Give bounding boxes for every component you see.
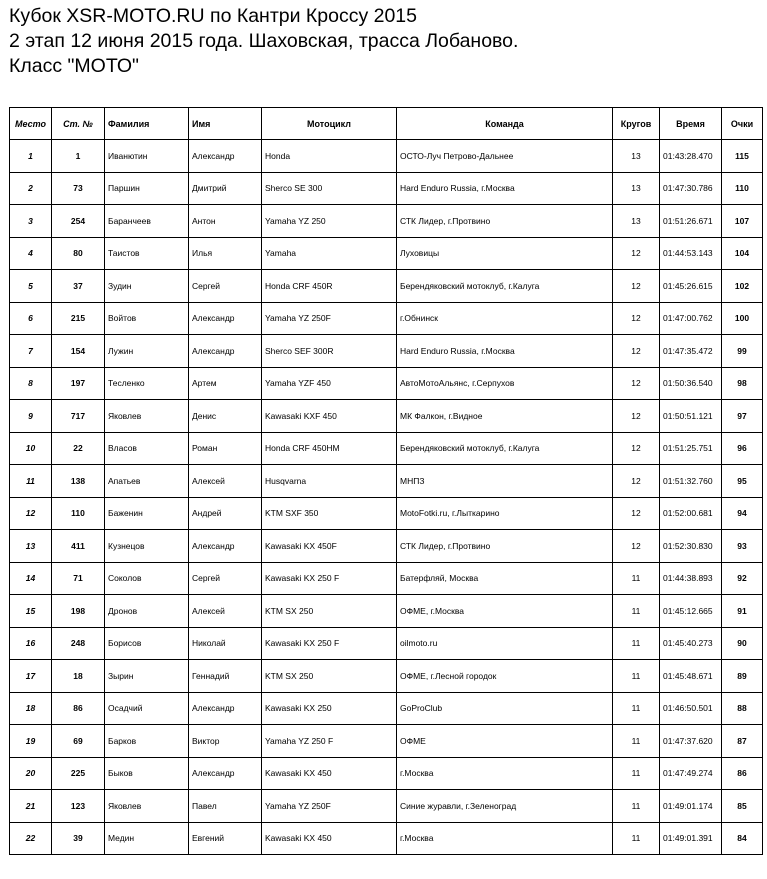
cell-time: 01:45:12.665: [660, 595, 722, 628]
cell-number: 1: [52, 140, 105, 173]
cell-points: 99: [722, 335, 763, 368]
cell-points: 104: [722, 237, 763, 270]
cell-surname: Баранчеев: [105, 205, 189, 238]
table-row: [10, 432, 763, 465]
cell-place: 17: [10, 660, 52, 693]
cell-points: 84: [722, 822, 763, 855]
table-row: [10, 400, 763, 433]
cell-team: СТК Лидер, г.Протвино: [397, 530, 613, 563]
heading-line-cup: Кубок XSR-MOTO.RU по Кантри Кроссу 2015: [9, 5, 417, 27]
header-team: Команда: [397, 108, 613, 140]
table-row: [10, 237, 763, 270]
cell-team: Hard Enduro Russia, г.Москва: [397, 335, 613, 368]
cell-number: 110: [52, 497, 105, 530]
cell-place: 13: [10, 530, 52, 563]
cell-time: 01:47:37.620: [660, 725, 722, 758]
cell-name: Сергей: [189, 270, 262, 303]
cell-place: 22: [10, 822, 52, 855]
cell-surname: Зырин: [105, 660, 189, 693]
cell-surname: Яковлев: [105, 400, 189, 433]
cell-number: 254: [52, 205, 105, 238]
cell-surname: Медин: [105, 822, 189, 855]
cell-place: 9: [10, 400, 52, 433]
cell-bike: Husqvarna: [262, 465, 397, 498]
table-row: [10, 140, 763, 173]
cell-team: ОФМЕ, г.Москва: [397, 595, 613, 628]
cell-laps: 12: [613, 270, 660, 303]
cell-laps: 13: [613, 205, 660, 238]
cell-name: Андрей: [189, 497, 262, 530]
cell-name: Сергей: [189, 562, 262, 595]
cell-time: 01:45:40.273: [660, 627, 722, 660]
cell-bike: Honda CRF 450R: [262, 270, 397, 303]
cell-laps: 12: [613, 465, 660, 498]
cell-time: 01:47:49.274: [660, 757, 722, 790]
cell-number: 73: [52, 172, 105, 205]
cell-name: Александр: [189, 140, 262, 173]
cell-points: 97: [722, 400, 763, 433]
cell-points: 115: [722, 140, 763, 173]
header-number: Ст. №: [52, 108, 105, 140]
cell-name: Александр: [189, 692, 262, 725]
cell-surname: Дронов: [105, 595, 189, 628]
cell-team: Синие журавли, г.Зеленоград: [397, 790, 613, 823]
header-bike: Мотоцикл: [262, 108, 397, 140]
cell-name: Николай: [189, 627, 262, 660]
cell-name: Антон: [189, 205, 262, 238]
table-row: [10, 725, 763, 758]
cell-number: 197: [52, 367, 105, 400]
cell-surname: Таистов: [105, 237, 189, 270]
cell-bike: KTM SXF 350: [262, 497, 397, 530]
cell-number: 39: [52, 822, 105, 855]
cell-points: 96: [722, 432, 763, 465]
cell-name: Дмитрий: [189, 172, 262, 205]
cell-bike: KTM SX 250: [262, 660, 397, 693]
cell-bike: KTM SX 250: [262, 595, 397, 628]
cell-points: 95: [722, 465, 763, 498]
cell-laps: 12: [613, 302, 660, 335]
cell-number: 225: [52, 757, 105, 790]
cell-time: 01:45:26.615: [660, 270, 722, 303]
cell-time: 01:44:53.143: [660, 237, 722, 270]
cell-time: 01:44:38.893: [660, 562, 722, 595]
cell-time: 01:52:30.830: [660, 530, 722, 563]
table-row: [10, 692, 763, 725]
cell-surname: Тесленко: [105, 367, 189, 400]
cell-number: 37: [52, 270, 105, 303]
cell-team: MotoFotki.ru, г.Лыткарино: [397, 497, 613, 530]
cell-place: 11: [10, 465, 52, 498]
cell-points: 89: [722, 660, 763, 693]
cell-laps: 12: [613, 367, 660, 400]
cell-points: 91: [722, 595, 763, 628]
cell-laps: 13: [613, 172, 660, 205]
cell-surname: Апатьев: [105, 465, 189, 498]
table-header: [10, 108, 763, 140]
cell-bike: Honda: [262, 140, 397, 173]
table-row: [10, 822, 763, 855]
cell-time: 01:51:32.760: [660, 465, 722, 498]
cell-place: 15: [10, 595, 52, 628]
cell-laps: 12: [613, 497, 660, 530]
cell-team: СТК Лидер, г.Протвино: [397, 205, 613, 238]
cell-place: 1: [10, 140, 52, 173]
cell-team: GoProClub: [397, 692, 613, 725]
cell-bike: Yamaha YZF 450: [262, 367, 397, 400]
cell-place: 18: [10, 692, 52, 725]
cell-number: 71: [52, 562, 105, 595]
cell-surname: Иванютин: [105, 140, 189, 173]
cell-points: 94: [722, 497, 763, 530]
results-table: [9, 107, 763, 855]
cell-laps: 11: [613, 595, 660, 628]
table-row: [10, 205, 763, 238]
cell-number: 22: [52, 432, 105, 465]
heading-line-stage: 2 этап 12 июня 2015 года. Шаховская, трасса Лобаново.: [9, 30, 519, 52]
cell-surname: Кузнецов: [105, 530, 189, 563]
header-surname: Фамилия: [105, 108, 189, 140]
cell-team: ОФМЕ: [397, 725, 613, 758]
cell-name: Алексей: [189, 595, 262, 628]
cell-time: 01:51:26.671: [660, 205, 722, 238]
cell-laps: 12: [613, 237, 660, 270]
cell-time: 01:47:35.472: [660, 335, 722, 368]
cell-points: 100: [722, 302, 763, 335]
cell-laps: 11: [613, 790, 660, 823]
table-row: [10, 270, 763, 303]
cell-name: Денис: [189, 400, 262, 433]
cell-surname: Осадчий: [105, 692, 189, 725]
cell-team: г.Москва: [397, 822, 613, 855]
cell-bike: Kawasaki KX 450: [262, 757, 397, 790]
cell-surname: Яковлев: [105, 790, 189, 823]
cell-laps: 12: [613, 400, 660, 433]
table-row: [10, 757, 763, 790]
cell-laps: 11: [613, 562, 660, 595]
cell-surname: Барков: [105, 725, 189, 758]
cell-place: 19: [10, 725, 52, 758]
cell-time: 01:51:25.751: [660, 432, 722, 465]
table-row: [10, 497, 763, 530]
header-points: Очки: [722, 108, 763, 140]
cell-team: Hard Enduro Russia, г.Москва: [397, 172, 613, 205]
cell-bike: Kawasaki KX 250 F: [262, 562, 397, 595]
cell-time: 01:43:28.470: [660, 140, 722, 173]
cell-bike: Kawasaki KX 250 F: [262, 627, 397, 660]
header-row: [10, 108, 763, 140]
header-place: Место: [10, 108, 52, 140]
heading-line-class: Класс "МОТО": [9, 55, 139, 77]
cell-points: 93: [722, 530, 763, 563]
cell-laps: 11: [613, 822, 660, 855]
cell-place: 7: [10, 335, 52, 368]
cell-number: 80: [52, 237, 105, 270]
cell-laps: 11: [613, 757, 660, 790]
cell-surname: Власов: [105, 432, 189, 465]
cell-place: 3: [10, 205, 52, 238]
cell-number: 215: [52, 302, 105, 335]
cell-team: Берендяковский мотоклуб, г.Калуга: [397, 270, 613, 303]
cell-points: 88: [722, 692, 763, 725]
cell-points: 92: [722, 562, 763, 595]
table-row: [10, 660, 763, 693]
cell-name: Александр: [189, 335, 262, 368]
document-heading: [9, 4, 518, 79]
cell-time: 01:50:36.540: [660, 367, 722, 400]
cell-team: г.Москва: [397, 757, 613, 790]
cell-bike: Honda CRF 450HM: [262, 432, 397, 465]
cell-name: Геннадий: [189, 660, 262, 693]
table-row: [10, 335, 763, 368]
cell-points: 102: [722, 270, 763, 303]
table-row: [10, 302, 763, 335]
cell-place: 14: [10, 562, 52, 595]
cell-laps: 12: [613, 432, 660, 465]
cell-team: МК Фалкон, г.Видное: [397, 400, 613, 433]
cell-place: 5: [10, 270, 52, 303]
cell-number: 248: [52, 627, 105, 660]
cell-surname: Зудин: [105, 270, 189, 303]
header-name: Имя: [189, 108, 262, 140]
cell-name: Евгений: [189, 822, 262, 855]
table-row: [10, 367, 763, 400]
cell-name: Александр: [189, 302, 262, 335]
table-row: [10, 465, 763, 498]
cell-time: 01:49:01.174: [660, 790, 722, 823]
cell-place: 2: [10, 172, 52, 205]
cell-laps: 12: [613, 530, 660, 563]
cell-points: 87: [722, 725, 763, 758]
table-body: [10, 140, 763, 855]
cell-bike: Kawasaki KX 450F: [262, 530, 397, 563]
cell-team: oilmoto.ru: [397, 627, 613, 660]
cell-points: 86: [722, 757, 763, 790]
cell-name: Павел: [189, 790, 262, 823]
cell-place: 8: [10, 367, 52, 400]
cell-surname: Быков: [105, 757, 189, 790]
cell-name: Алексей: [189, 465, 262, 498]
table-row: [10, 172, 763, 205]
cell-team: Батерфляй, Москва: [397, 562, 613, 595]
cell-number: 154: [52, 335, 105, 368]
cell-points: 107: [722, 205, 763, 238]
cell-laps: 11: [613, 725, 660, 758]
cell-name: Роман: [189, 432, 262, 465]
cell-number: 411: [52, 530, 105, 563]
cell-place: 6: [10, 302, 52, 335]
cell-time: 01:50:51.121: [660, 400, 722, 433]
cell-bike: Kawasaki KX 250: [262, 692, 397, 725]
cell-bike: Sherco SEF 300R: [262, 335, 397, 368]
cell-name: Виктор: [189, 725, 262, 758]
cell-points: 85: [722, 790, 763, 823]
cell-place: 4: [10, 237, 52, 270]
cell-number: 717: [52, 400, 105, 433]
cell-place: 12: [10, 497, 52, 530]
cell-laps: 11: [613, 660, 660, 693]
cell-number: 18: [52, 660, 105, 693]
cell-team: г.Обнинск: [397, 302, 613, 335]
cell-bike: Kawasaki KXF 450: [262, 400, 397, 433]
table-row: [10, 530, 763, 563]
header-time: Время: [660, 108, 722, 140]
cell-number: 69: [52, 725, 105, 758]
cell-bike: Yamaha: [262, 237, 397, 270]
cell-bike: Yamaha YZ 250F: [262, 790, 397, 823]
cell-name: Илья: [189, 237, 262, 270]
cell-laps: 11: [613, 627, 660, 660]
cell-surname: Соколов: [105, 562, 189, 595]
cell-team: ОФМЕ, г.Лесной городок: [397, 660, 613, 693]
cell-name: Александр: [189, 757, 262, 790]
table-row: [10, 627, 763, 660]
table-row: [10, 562, 763, 595]
cell-laps: 13: [613, 140, 660, 173]
cell-place: 16: [10, 627, 52, 660]
table-row: [10, 790, 763, 823]
cell-team: ОСТО-Луч Петрово-Дальнее: [397, 140, 613, 173]
table-row: [10, 595, 763, 628]
cell-surname: Лужин: [105, 335, 189, 368]
cell-team: Берендяковский мотоклуб, г.Калуга: [397, 432, 613, 465]
cell-name: Александр: [189, 530, 262, 563]
cell-laps: 11: [613, 692, 660, 725]
cell-number: 138: [52, 465, 105, 498]
cell-team: МНПЗ: [397, 465, 613, 498]
header-laps: Кругов: [613, 108, 660, 140]
cell-time: 01:45:48.671: [660, 660, 722, 693]
cell-points: 110: [722, 172, 763, 205]
cell-name: Артем: [189, 367, 262, 400]
cell-team: АвтоМотоАльянс, г.Серпухов: [397, 367, 613, 400]
cell-place: 10: [10, 432, 52, 465]
cell-surname: Баженин: [105, 497, 189, 530]
cell-time: 01:49:01.391: [660, 822, 722, 855]
cell-number: 198: [52, 595, 105, 628]
cell-points: 90: [722, 627, 763, 660]
cell-bike: Yamaha YZ 250: [262, 205, 397, 238]
cell-bike: Yamaha YZ 250F: [262, 302, 397, 335]
cell-time: 01:52:00.681: [660, 497, 722, 530]
cell-bike: Yamaha YZ 250 F: [262, 725, 397, 758]
cell-surname: Паршин: [105, 172, 189, 205]
cell-points: 98: [722, 367, 763, 400]
cell-number: 123: [52, 790, 105, 823]
cell-surname: Борисов: [105, 627, 189, 660]
cell-surname: Войтов: [105, 302, 189, 335]
cell-bike: Sherco SE 300: [262, 172, 397, 205]
cell-number: 86: [52, 692, 105, 725]
cell-place: 20: [10, 757, 52, 790]
cell-laps: 12: [613, 335, 660, 368]
cell-time: 01:46:50.501: [660, 692, 722, 725]
cell-time: 01:47:00.762: [660, 302, 722, 335]
cell-time: 01:47:30.786: [660, 172, 722, 205]
cell-bike: Kawasaki KX 450: [262, 822, 397, 855]
cell-team: Луховицы: [397, 237, 613, 270]
cell-place: 21: [10, 790, 52, 823]
